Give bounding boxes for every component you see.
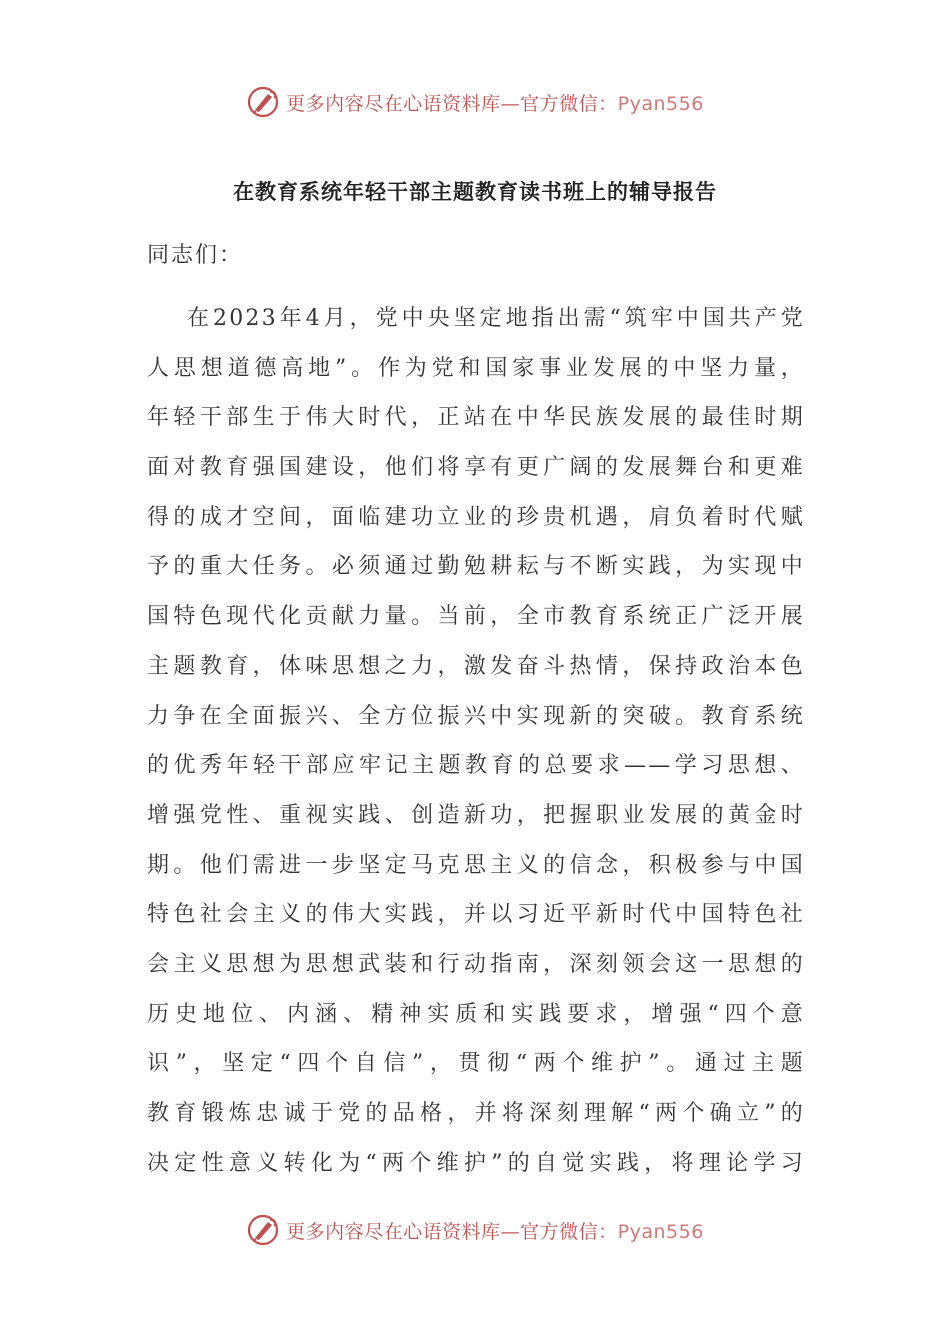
body-line: 国特色现代化贡献力量。当前，全市教育系统正广泛开展 <box>147 604 805 630</box>
body-line: 予的重大任务。必须通过勤勉耕耘与不断实践，为实现中 <box>147 554 805 580</box>
body-line: 决定性意义转化为“两个维护”的自觉实践，将理论学习 <box>147 1150 805 1176</box>
body-line: 历史地位、内涵、精神实质和实践要求，增强“四个意 <box>147 1001 805 1027</box>
body-line: 力争在全面振兴、全方位振兴中实现新的突破。教育系统 <box>147 703 805 729</box>
document-title: 在教育系统年轻干部主题教育读书班上的辅导报告 <box>233 179 717 204</box>
body-line: 的优秀年轻干部应牢记主题教育的总要求——学习思想、 <box>147 753 805 779</box>
body-line: 特色社会主义的伟大实践，并以习近平新时代中国特色社 <box>147 902 805 928</box>
body-line: 面对教育强国建设，他们将享有更广阔的发展舞台和更难 <box>147 455 805 481</box>
wechat-id: Pyan556 <box>617 1220 704 1243</box>
watermark-text: 更多内容尽在心语资料库—官方微信：Pyan556 <box>286 92 704 115</box>
body-line: 期。他们需进一步坚定马克思主义的信念，积极参与中国 <box>147 852 805 878</box>
body-line: 会主义思想为思想武装和行动指南，深刻领会这一思想的 <box>147 951 805 977</box>
body-line: 教育锻炼忠诚于党的品格，并将深刻理解“两个确立”的 <box>147 1101 805 1126</box>
body-line: 人思想道德高地”。作为党和国家事业发展的中坚力量， <box>147 355 805 381</box>
watermark-text: 更多内容尽在心语资料库—官方微信：Pyan556 <box>286 1220 704 1243</box>
header-watermark-banner <box>0 82 950 122</box>
body-line: 识”，坚定“四个自信”，贯彻“两个维护”。通过主题 <box>147 1051 805 1077</box>
salutation: 同志们： <box>147 243 244 268</box>
body-line: 增强党性、重视实践、创造新功，把握职业发展的黄金时 <box>147 802 805 828</box>
quill-pen-logo-icon <box>246 1213 280 1247</box>
footer-watermark-banner <box>0 1210 950 1250</box>
body-line: 年轻干部生于伟大时代，正站在中华民族发展的最佳时期 <box>147 405 805 431</box>
body-paragraph <box>147 294 805 1188</box>
body-line: 主题教育，体味思想之力，激发奋斗热情，保持政治本色 <box>147 653 805 679</box>
quill-pen-logo-icon <box>246 85 280 119</box>
body-line: 得的成才空间，面临建功立业的珍贵机遇，肩负着时代赋 <box>147 504 805 530</box>
body-line: 在2023年4月，党中央坚定地指出需“筑牢中国共产党 <box>187 306 805 331</box>
wechat-id: Pyan556 <box>617 92 704 115</box>
